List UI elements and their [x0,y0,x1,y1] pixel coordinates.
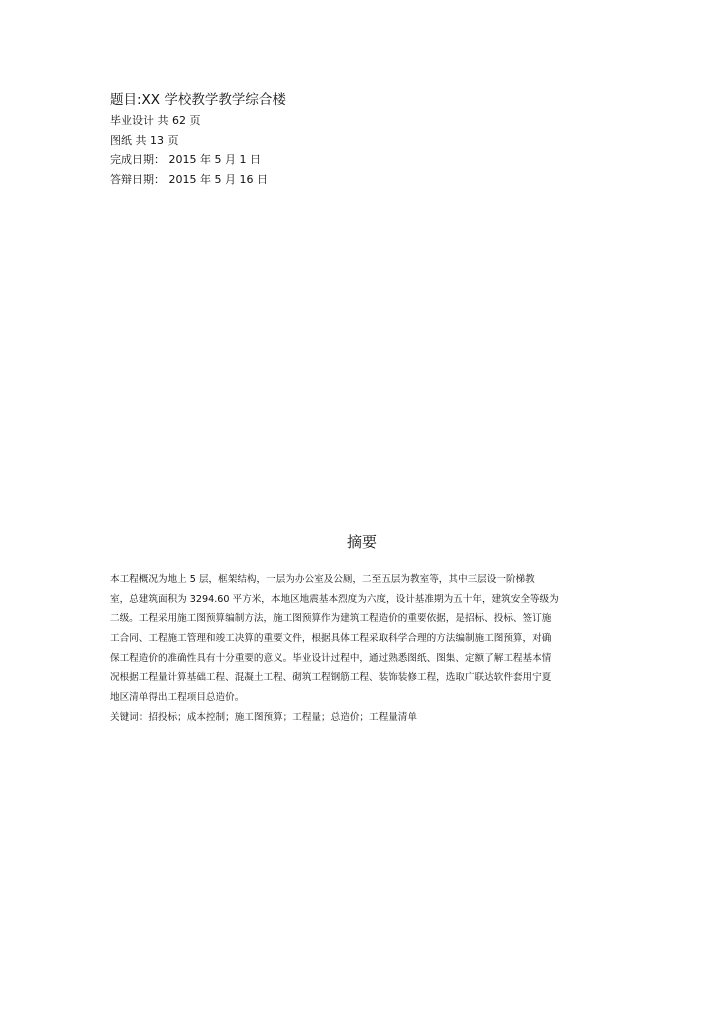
abstract-heading: 摘要 [346,533,377,551]
keywords: 关键词：招投标；成本控制；施工图预算；工程量；总造价；工程量清单 [110,712,417,723]
abstract-line: 保工程造价的准确性具有十分重要的意义。毕业设计过程中，通过熟悉图纸、图集、定额了解工程基本情 [110,652,552,664]
abstract-line: 工合同、工程施工管理和竣工决算的重要文件，根据具体工程采取科学合理的方法编制施工图预算，对确 [110,633,552,645]
defense-date: 答辩日期： 2015 年 5 月 16 日 [110,172,268,186]
abstract-body [110,570,580,708]
abstract-line: 本工程概况为地上 5 层，框架结构，一层为办公室及公厕，二至五层为教室等，其中三层设一阶梯教 [110,574,535,585]
design-page-count: 毕业设计 共 62 页 [110,114,201,127]
thesis-title: 题目:XX 学校教学教学综合楼 [110,92,286,108]
abstract-line: 地区清单得出工程项目总造价。 [110,692,245,704]
abstract-line: 况根据工程量计算基础工程、混凝土工程、砌筑工程钢筋工程、装饰装修工程，选取广联达软件套用宁夏 [110,672,552,684]
abstract-line: 二级。工程采用施工图预算编制方法，施工图预算作为建筑工程造价的重要依据，是招标、投标、签订施 [110,613,552,625]
cover-info [110,90,530,189]
completion-date: 完成日期： 2015 年 5 月 1 日 [110,153,261,166]
drawing-page-count: 图纸 共 13 页 [110,133,179,147]
abstract-line: 室，总建筑面积为 3294.60 平方米，本地区地震基本烈度为六度，设计基准期为五十年，建筑安全等级为 [110,593,559,605]
